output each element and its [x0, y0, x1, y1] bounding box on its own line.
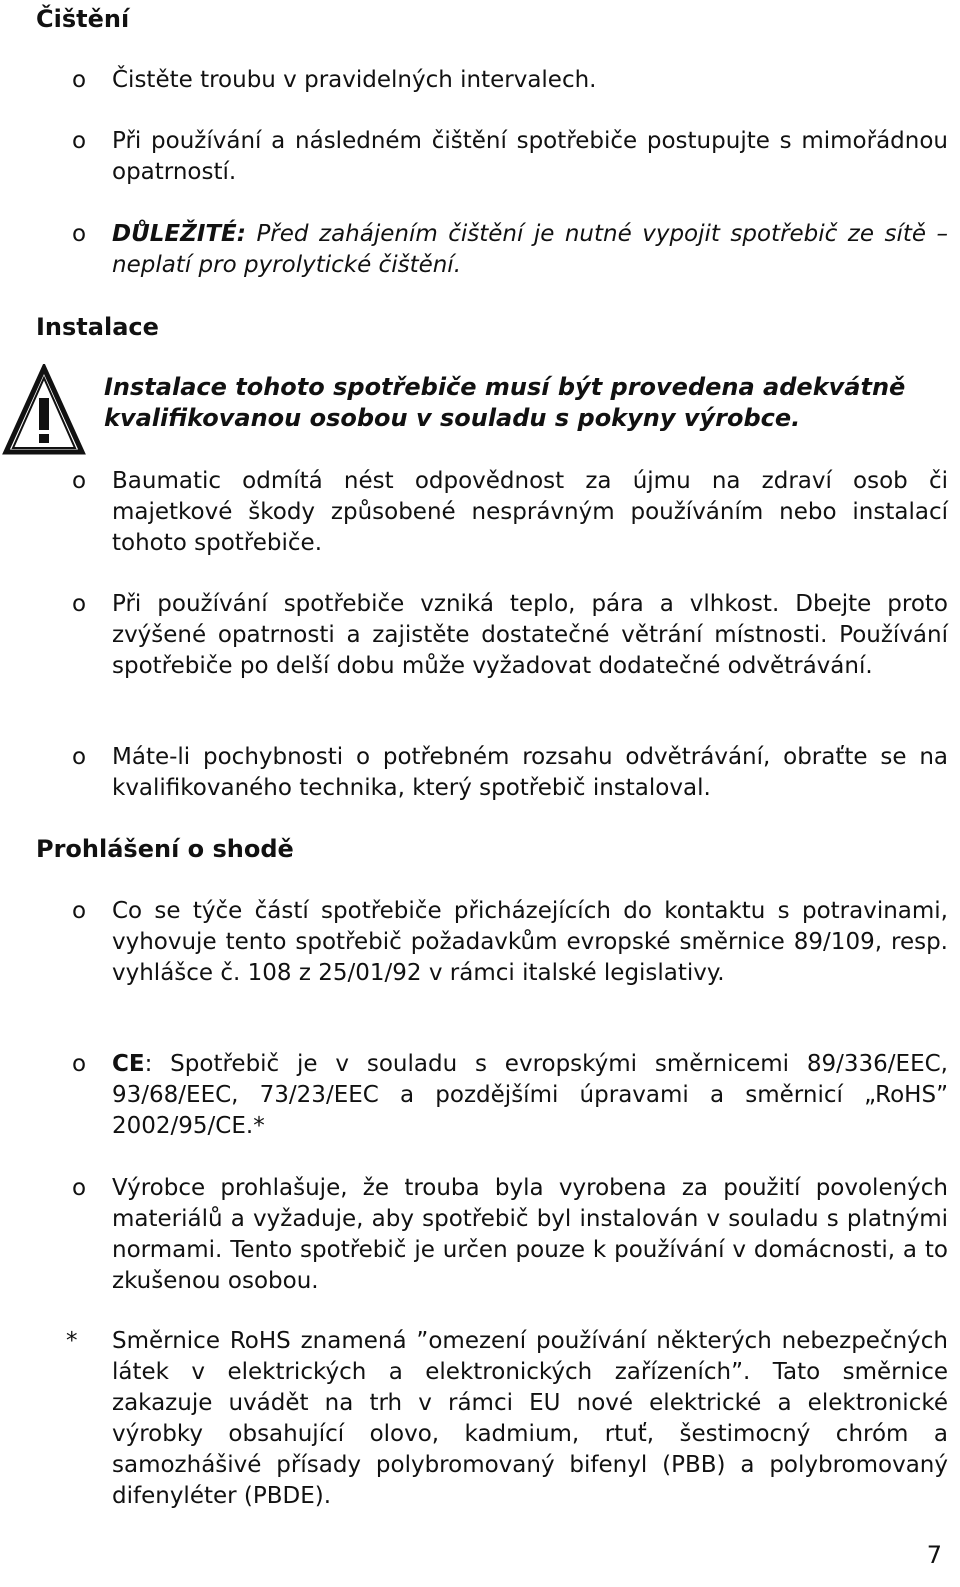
bullet: o — [72, 744, 87, 770]
bullet: o — [72, 67, 87, 93]
section-heading-cleaning: Čištění — [36, 5, 130, 33]
important-label: DŮLEŽITÉ: — [112, 221, 246, 247]
footnote-mark: * — [66, 1328, 78, 1354]
warning-text: Instalace tohoto spotřebiče musí být provedena adekvátně kvalifikovanou osobou v souladu s pokyny výrobce. — [104, 373, 906, 432]
ce-label: CE — [112, 1051, 145, 1077]
list-item-text: Při používání a následném čištění spotřebiče postupujte s mimořádnou opatrností. — [112, 128, 948, 185]
bullet: o — [72, 128, 87, 154]
list-item-text: Čistěte troubu v pravidelných intervalech. — [112, 67, 597, 93]
list-item — [36, 126, 948, 188]
list-item — [36, 1173, 948, 1297]
bullet: o — [72, 221, 87, 247]
bullet: o — [72, 468, 87, 494]
section-heading-declaration: Prohlášení o shodě — [36, 835, 294, 863]
list-item-text: Při používání spotřebiče vzniká teplo, pára a vlhkost. Dbejte proto zvýšené opatrnosti a zajistěte dostatečné větrání místnosti. Používání spotřebiče po delší dobu může vyžadovat dodatečné odvětrávání. — [112, 591, 948, 679]
important-text: Před zahájením čištění je nutné vypojit spotřebič ze sítě – neplatí pro pyrolytické čištění. — [112, 221, 948, 278]
footnote — [36, 1326, 948, 1512]
bullet: o — [72, 898, 87, 924]
list-item — [36, 742, 948, 804]
bullet: o — [72, 591, 87, 617]
section-heading-installation: Instalace — [36, 313, 159, 341]
list-item-text: Co se týče částí spotřebiče přicházejících do kontaktu s potravinami, vyhovuje tento spotřebič požadavkům evropské směrnice 89/109, resp. vyhlášce č. 108 z 25/01/92 v rámci italské legislativy. — [112, 898, 948, 986]
warning-triangle-icon — [2, 364, 86, 456]
list-item-text: Baumatic odmítá nést odpovědnost za újmu na zdraví osob či majetkové škody způsobené nesprávným používáním nebo instalací tohoto spotřebiče. — [112, 468, 948, 556]
list-item — [36, 466, 948, 559]
bullet: o — [72, 1175, 87, 1201]
list-item — [36, 589, 948, 682]
list-item-important — [36, 219, 948, 281]
important-note — [112, 219, 948, 281]
ce-text: : Spotřebič je v souladu s evropskými směrnicemi 89/336/EEC, 93/68/EEC, 73/23/EEC a pozdějšími úpravami a směrnicí „RoHS” 2002/95/CE.* — [112, 1051, 948, 1139]
list-item — [36, 896, 948, 989]
list-item-text: Máte-li pochybnosti o potřebném rozsahu odvětrávání, obraťte se na kvalifikovaného technika, který spotřebič instaloval. — [112, 744, 948, 801]
list-item — [36, 65, 948, 96]
warning-block — [2, 364, 960, 460]
list-item-text: Výrobce prohlašuje, že trouba byla vyrobena za použití povolených materiálů a vyžaduje, aby spotřebič byl instalován v souladu s platnými normami. Tento spotřebič je určen pouze k používání v domácnosti, a to zkušenou osobou. — [112, 1175, 948, 1294]
ce-statement — [112, 1049, 948, 1142]
list-item-ce — [36, 1049, 948, 1142]
page-number: 7 — [926, 1541, 942, 1569]
footnote-text: Směrnice RoHS znamená ”omezení používání některých nebezpečných látek v elektrických a elektronických zařízeních”. Tato směrnice zakazuje uvádět na trh v rámci EU nové elektrické a elektronické výrobky obsahující olovo, kadmium, rtuť, šestimocný chróm a samozhášivé přísady polybromovaný bifenyl (PBB) a polybromovaný difenyléter (PBDE). — [112, 1328, 948, 1509]
bullet: o — [72, 1051, 87, 1077]
